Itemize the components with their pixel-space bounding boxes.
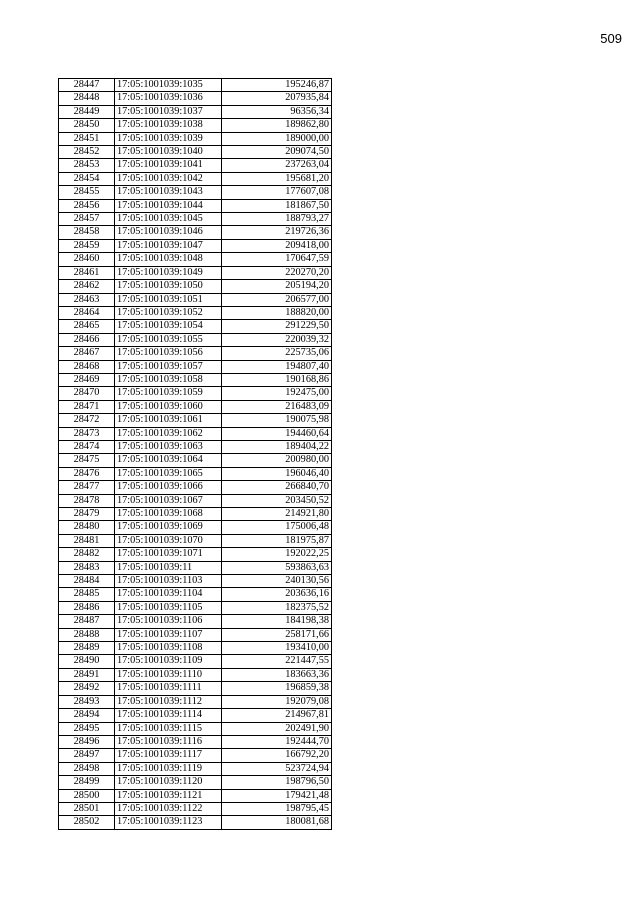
row-number-cell: 28500 bbox=[59, 789, 115, 802]
row-number-cell: 28460 bbox=[59, 253, 115, 266]
table-row bbox=[59, 642, 332, 655]
table-row bbox=[59, 293, 332, 306]
amount-cell: 237263,04 bbox=[222, 159, 332, 172]
table-row bbox=[59, 802, 332, 815]
cadastral-number-cell: 17:05:1001039:1121 bbox=[115, 789, 222, 802]
table-row bbox=[59, 172, 332, 185]
cadastral-number-cell: 17:05:1001039:1066 bbox=[115, 481, 222, 494]
cadastral-number-cell: 17:05:1001039:1057 bbox=[115, 360, 222, 373]
cadastral-number-cell: 17:05:1001039:1051 bbox=[115, 293, 222, 306]
amount-cell: 192444,70 bbox=[222, 735, 332, 748]
table-row bbox=[59, 494, 332, 507]
amount-cell: 200980,00 bbox=[222, 454, 332, 467]
amount-cell: 189000,00 bbox=[222, 132, 332, 145]
row-number-cell: 28490 bbox=[59, 655, 115, 668]
amount-cell: 189862,80 bbox=[222, 119, 332, 132]
table-row bbox=[59, 199, 332, 212]
row-number-cell: 28492 bbox=[59, 682, 115, 695]
table-row bbox=[59, 481, 332, 494]
table-row bbox=[59, 575, 332, 588]
row-number-cell: 28497 bbox=[59, 749, 115, 762]
cadastral-number-cell: 17:05:1001039:1056 bbox=[115, 347, 222, 360]
row-number-cell: 28455 bbox=[59, 186, 115, 199]
amount-cell: 206577,00 bbox=[222, 293, 332, 306]
row-number-cell: 28449 bbox=[59, 105, 115, 118]
cadastral-number-cell: 17:05:1001039:1114 bbox=[115, 709, 222, 722]
table-row bbox=[59, 92, 332, 105]
cadastral-number-cell: 17:05:1001039:1065 bbox=[115, 467, 222, 480]
amount-cell: 291229,50 bbox=[222, 320, 332, 333]
row-number-cell: 28464 bbox=[59, 306, 115, 319]
amount-cell: 194460,64 bbox=[222, 427, 332, 440]
amount-cell: 220270,20 bbox=[222, 266, 332, 279]
cadastral-number-cell: 17:05:1001039:1117 bbox=[115, 749, 222, 762]
amount-cell: 180081,68 bbox=[222, 816, 332, 829]
amount-cell: 193410,00 bbox=[222, 642, 332, 655]
cadastral-number-cell: 17:05:1001039:1106 bbox=[115, 615, 222, 628]
cadastral-number-cell: 17:05:1001039:1052 bbox=[115, 306, 222, 319]
cadastral-number-cell: 17:05:1001039:1071 bbox=[115, 548, 222, 561]
amount-cell: 205194,20 bbox=[222, 280, 332, 293]
amount-cell: 221447,55 bbox=[222, 655, 332, 668]
amount-cell: 188820,00 bbox=[222, 306, 332, 319]
row-number-cell: 28502 bbox=[59, 816, 115, 829]
cadastral-number-cell: 17:05:1001039:1036 bbox=[115, 92, 222, 105]
row-number-cell: 28458 bbox=[59, 226, 115, 239]
cadastral-number-cell: 17:05:1001039:1120 bbox=[115, 776, 222, 789]
amount-cell: 207935,84 bbox=[222, 92, 332, 105]
amount-cell: 189404,22 bbox=[222, 440, 332, 453]
cadastral-number-cell: 17:05:1001039:1064 bbox=[115, 454, 222, 467]
row-number-cell: 28448 bbox=[59, 92, 115, 105]
cadastral-number-cell: 17:05:1001039:1105 bbox=[115, 601, 222, 614]
row-number-cell: 28456 bbox=[59, 199, 115, 212]
page-number: 509 bbox=[600, 31, 622, 46]
cadastral-number-cell: 17:05:1001039:1067 bbox=[115, 494, 222, 507]
amount-cell: 266840,70 bbox=[222, 481, 332, 494]
cadastral-number-cell: 17:05:1001039:1055 bbox=[115, 333, 222, 346]
amount-cell: 220039,32 bbox=[222, 333, 332, 346]
cadastral-number-cell: 17:05:1001039:1062 bbox=[115, 427, 222, 440]
amount-cell: 225735,06 bbox=[222, 347, 332, 360]
cadastral-number-cell: 17:05:1001039:1060 bbox=[115, 400, 222, 413]
table-row bbox=[59, 615, 332, 628]
table-row bbox=[59, 789, 332, 802]
table-row bbox=[59, 414, 332, 427]
table-row bbox=[59, 239, 332, 252]
cadastral-number-cell: 17:05:1001039:1037 bbox=[115, 105, 222, 118]
cadastral-number-cell: 17:05:1001039:1048 bbox=[115, 253, 222, 266]
row-number-cell: 28454 bbox=[59, 172, 115, 185]
cadastral-number-cell: 17:05:1001039:1069 bbox=[115, 521, 222, 534]
amount-cell: 192079,08 bbox=[222, 695, 332, 708]
cadastral-number-cell: 17:05:1001039:1042 bbox=[115, 172, 222, 185]
row-number-cell: 28501 bbox=[59, 802, 115, 815]
row-number-cell: 28459 bbox=[59, 239, 115, 252]
row-number-cell: 28476 bbox=[59, 467, 115, 480]
row-number-cell: 28475 bbox=[59, 454, 115, 467]
amount-cell: 170647,59 bbox=[222, 253, 332, 266]
cadastral-number-cell: 17:05:1001039:1041 bbox=[115, 159, 222, 172]
cadastral-number-cell: 17:05:1001039:1040 bbox=[115, 146, 222, 159]
row-number-cell: 28451 bbox=[59, 132, 115, 145]
table-row bbox=[59, 628, 332, 641]
cadastral-number-cell: 17:05:1001039:1111 bbox=[115, 682, 222, 695]
row-number-cell: 28480 bbox=[59, 521, 115, 534]
table-row bbox=[59, 722, 332, 735]
row-number-cell: 28482 bbox=[59, 548, 115, 561]
amount-cell: 190168,86 bbox=[222, 373, 332, 386]
cadastral-number-cell: 17:05:1001039:1110 bbox=[115, 668, 222, 681]
table-row bbox=[59, 668, 332, 681]
table-row bbox=[59, 534, 332, 547]
row-number-cell: 28479 bbox=[59, 508, 115, 521]
row-number-cell: 28468 bbox=[59, 360, 115, 373]
row-number-cell: 28470 bbox=[59, 387, 115, 400]
amount-cell: 209418,00 bbox=[222, 239, 332, 252]
row-number-cell: 28494 bbox=[59, 709, 115, 722]
amount-cell: 96356,34 bbox=[222, 105, 332, 118]
amount-cell: 190075,98 bbox=[222, 414, 332, 427]
cadastral-number-cell: 17:05:1001039:1046 bbox=[115, 226, 222, 239]
cadastral-number-cell: 17:05:1001039:1045 bbox=[115, 213, 222, 226]
table-row bbox=[59, 266, 332, 279]
table-row bbox=[59, 735, 332, 748]
table-row bbox=[59, 655, 332, 668]
amount-cell: 195246,87 bbox=[222, 79, 332, 92]
table-row bbox=[59, 119, 332, 132]
cadastral-number-cell: 17:05:1001039:1038 bbox=[115, 119, 222, 132]
table-row bbox=[59, 306, 332, 319]
row-number-cell: 28457 bbox=[59, 213, 115, 226]
table-row bbox=[59, 749, 332, 762]
cadastral-number-cell: 17:05:1001039:11 bbox=[115, 561, 222, 574]
amount-cell: 179421,48 bbox=[222, 789, 332, 802]
cadastral-number-cell: 17:05:1001039:1109 bbox=[115, 655, 222, 668]
amount-cell: 214967,81 bbox=[222, 709, 332, 722]
amount-cell: 240130,56 bbox=[222, 575, 332, 588]
cadastral-number-cell: 17:05:1001039:1044 bbox=[115, 199, 222, 212]
cadastral-number-cell: 17:05:1001039:1059 bbox=[115, 387, 222, 400]
amount-cell: 203450,52 bbox=[222, 494, 332, 507]
table-row bbox=[59, 79, 332, 92]
cadastral-number-cell: 17:05:1001039:1112 bbox=[115, 695, 222, 708]
amount-cell: 214921,80 bbox=[222, 508, 332, 521]
amount-cell: 195681,20 bbox=[222, 172, 332, 185]
cadastral-number-cell: 17:05:1001039:1115 bbox=[115, 722, 222, 735]
amount-cell: 198795,45 bbox=[222, 802, 332, 815]
table-row bbox=[59, 588, 332, 601]
amount-cell: 181867,50 bbox=[222, 199, 332, 212]
amount-cell: 258171,66 bbox=[222, 628, 332, 641]
table-row bbox=[59, 333, 332, 346]
table-row bbox=[59, 601, 332, 614]
cadastral-number-cell: 17:05:1001039:1068 bbox=[115, 508, 222, 521]
table-row bbox=[59, 508, 332, 521]
row-number-cell: 28491 bbox=[59, 668, 115, 681]
amount-cell: 177607,08 bbox=[222, 186, 332, 199]
table-row bbox=[59, 427, 332, 440]
amount-cell: 209074,50 bbox=[222, 146, 332, 159]
row-number-cell: 28447 bbox=[59, 79, 115, 92]
table-row bbox=[59, 253, 332, 266]
table-row bbox=[59, 347, 332, 360]
cadastral-number-cell: 17:05:1001039:1049 bbox=[115, 266, 222, 279]
row-number-cell: 28489 bbox=[59, 642, 115, 655]
row-number-cell: 28461 bbox=[59, 266, 115, 279]
table-row bbox=[59, 280, 332, 293]
cadastral-number-cell: 17:05:1001039:1039 bbox=[115, 132, 222, 145]
records-table-body bbox=[59, 79, 332, 830]
cadastral-number-cell: 17:05:1001039:1123 bbox=[115, 816, 222, 829]
row-number-cell: 28463 bbox=[59, 293, 115, 306]
cadastral-number-cell: 17:05:1001039:1035 bbox=[115, 79, 222, 92]
row-number-cell: 28496 bbox=[59, 735, 115, 748]
table-row bbox=[59, 548, 332, 561]
amount-cell: 523724,94 bbox=[222, 762, 332, 775]
cadastral-number-cell: 17:05:1001039:1061 bbox=[115, 414, 222, 427]
table-row bbox=[59, 387, 332, 400]
cadastral-number-cell: 17:05:1001039:1108 bbox=[115, 642, 222, 655]
table-row bbox=[59, 816, 332, 829]
cadastral-number-cell: 17:05:1001039:1054 bbox=[115, 320, 222, 333]
row-number-cell: 28465 bbox=[59, 320, 115, 333]
amount-cell: 184198,38 bbox=[222, 615, 332, 628]
table-row bbox=[59, 159, 332, 172]
row-number-cell: 28452 bbox=[59, 146, 115, 159]
amount-cell: 188793,27 bbox=[222, 213, 332, 226]
amount-cell: 219726,36 bbox=[222, 226, 332, 239]
amount-cell: 166792,20 bbox=[222, 749, 332, 762]
amount-cell: 216483,09 bbox=[222, 400, 332, 413]
cadastral-number-cell: 17:05:1001039:1104 bbox=[115, 588, 222, 601]
row-number-cell: 28472 bbox=[59, 414, 115, 427]
amount-cell: 202491,90 bbox=[222, 722, 332, 735]
table-row bbox=[59, 373, 332, 386]
row-number-cell: 28467 bbox=[59, 347, 115, 360]
table-row bbox=[59, 454, 332, 467]
row-number-cell: 28487 bbox=[59, 615, 115, 628]
table-row bbox=[59, 776, 332, 789]
row-number-cell: 28453 bbox=[59, 159, 115, 172]
amount-cell: 175006,48 bbox=[222, 521, 332, 534]
table-row bbox=[59, 709, 332, 722]
cadastral-number-cell: 17:05:1001039:1050 bbox=[115, 280, 222, 293]
cadastral-number-cell: 17:05:1001039:1119 bbox=[115, 762, 222, 775]
row-number-cell: 28485 bbox=[59, 588, 115, 601]
table-row bbox=[59, 400, 332, 413]
row-number-cell: 28471 bbox=[59, 400, 115, 413]
table-row bbox=[59, 213, 332, 226]
table-row bbox=[59, 360, 332, 373]
amount-cell: 593863,63 bbox=[222, 561, 332, 574]
amount-cell: 198796,50 bbox=[222, 776, 332, 789]
amount-cell: 194807,40 bbox=[222, 360, 332, 373]
amount-cell: 182375,52 bbox=[222, 601, 332, 614]
row-number-cell: 28483 bbox=[59, 561, 115, 574]
table-row bbox=[59, 695, 332, 708]
amount-cell: 183663,36 bbox=[222, 668, 332, 681]
row-number-cell: 28484 bbox=[59, 575, 115, 588]
amount-cell: 192022,25 bbox=[222, 548, 332, 561]
row-number-cell: 28495 bbox=[59, 722, 115, 735]
table-row bbox=[59, 682, 332, 695]
table-row bbox=[59, 186, 332, 199]
row-number-cell: 28498 bbox=[59, 762, 115, 775]
table-row bbox=[59, 146, 332, 159]
table-row bbox=[59, 762, 332, 775]
table-row bbox=[59, 105, 332, 118]
row-number-cell: 28488 bbox=[59, 628, 115, 641]
cadastral-number-cell: 17:05:1001039:1043 bbox=[115, 186, 222, 199]
cadastral-number-cell: 17:05:1001039:1063 bbox=[115, 440, 222, 453]
row-number-cell: 28469 bbox=[59, 373, 115, 386]
records-table bbox=[58, 78, 332, 830]
table-row bbox=[59, 226, 332, 239]
row-number-cell: 28473 bbox=[59, 427, 115, 440]
amount-cell: 203636,16 bbox=[222, 588, 332, 601]
row-number-cell: 28499 bbox=[59, 776, 115, 789]
amount-cell: 196859,38 bbox=[222, 682, 332, 695]
table-row bbox=[59, 320, 332, 333]
cadastral-number-cell: 17:05:1001039:1107 bbox=[115, 628, 222, 641]
cadastral-number-cell: 17:05:1001039:1058 bbox=[115, 373, 222, 386]
row-number-cell: 28493 bbox=[59, 695, 115, 708]
row-number-cell: 28450 bbox=[59, 119, 115, 132]
row-number-cell: 28478 bbox=[59, 494, 115, 507]
table-row bbox=[59, 440, 332, 453]
table-row bbox=[59, 521, 332, 534]
table-row bbox=[59, 467, 332, 480]
cadastral-number-cell: 17:05:1001039:1047 bbox=[115, 239, 222, 252]
row-number-cell: 28474 bbox=[59, 440, 115, 453]
table-row bbox=[59, 132, 332, 145]
row-number-cell: 28466 bbox=[59, 333, 115, 346]
row-number-cell: 28477 bbox=[59, 481, 115, 494]
amount-cell: 181975,87 bbox=[222, 534, 332, 547]
row-number-cell: 28462 bbox=[59, 280, 115, 293]
table-row bbox=[59, 561, 332, 574]
row-number-cell: 28481 bbox=[59, 534, 115, 547]
amount-cell: 192475,00 bbox=[222, 387, 332, 400]
cadastral-number-cell: 17:05:1001039:1116 bbox=[115, 735, 222, 748]
amount-cell: 196046,40 bbox=[222, 467, 332, 480]
cadastral-number-cell: 17:05:1001039:1070 bbox=[115, 534, 222, 547]
cadastral-number-cell: 17:05:1001039:1103 bbox=[115, 575, 222, 588]
cadastral-number-cell: 17:05:1001039:1122 bbox=[115, 802, 222, 815]
row-number-cell: 28486 bbox=[59, 601, 115, 614]
